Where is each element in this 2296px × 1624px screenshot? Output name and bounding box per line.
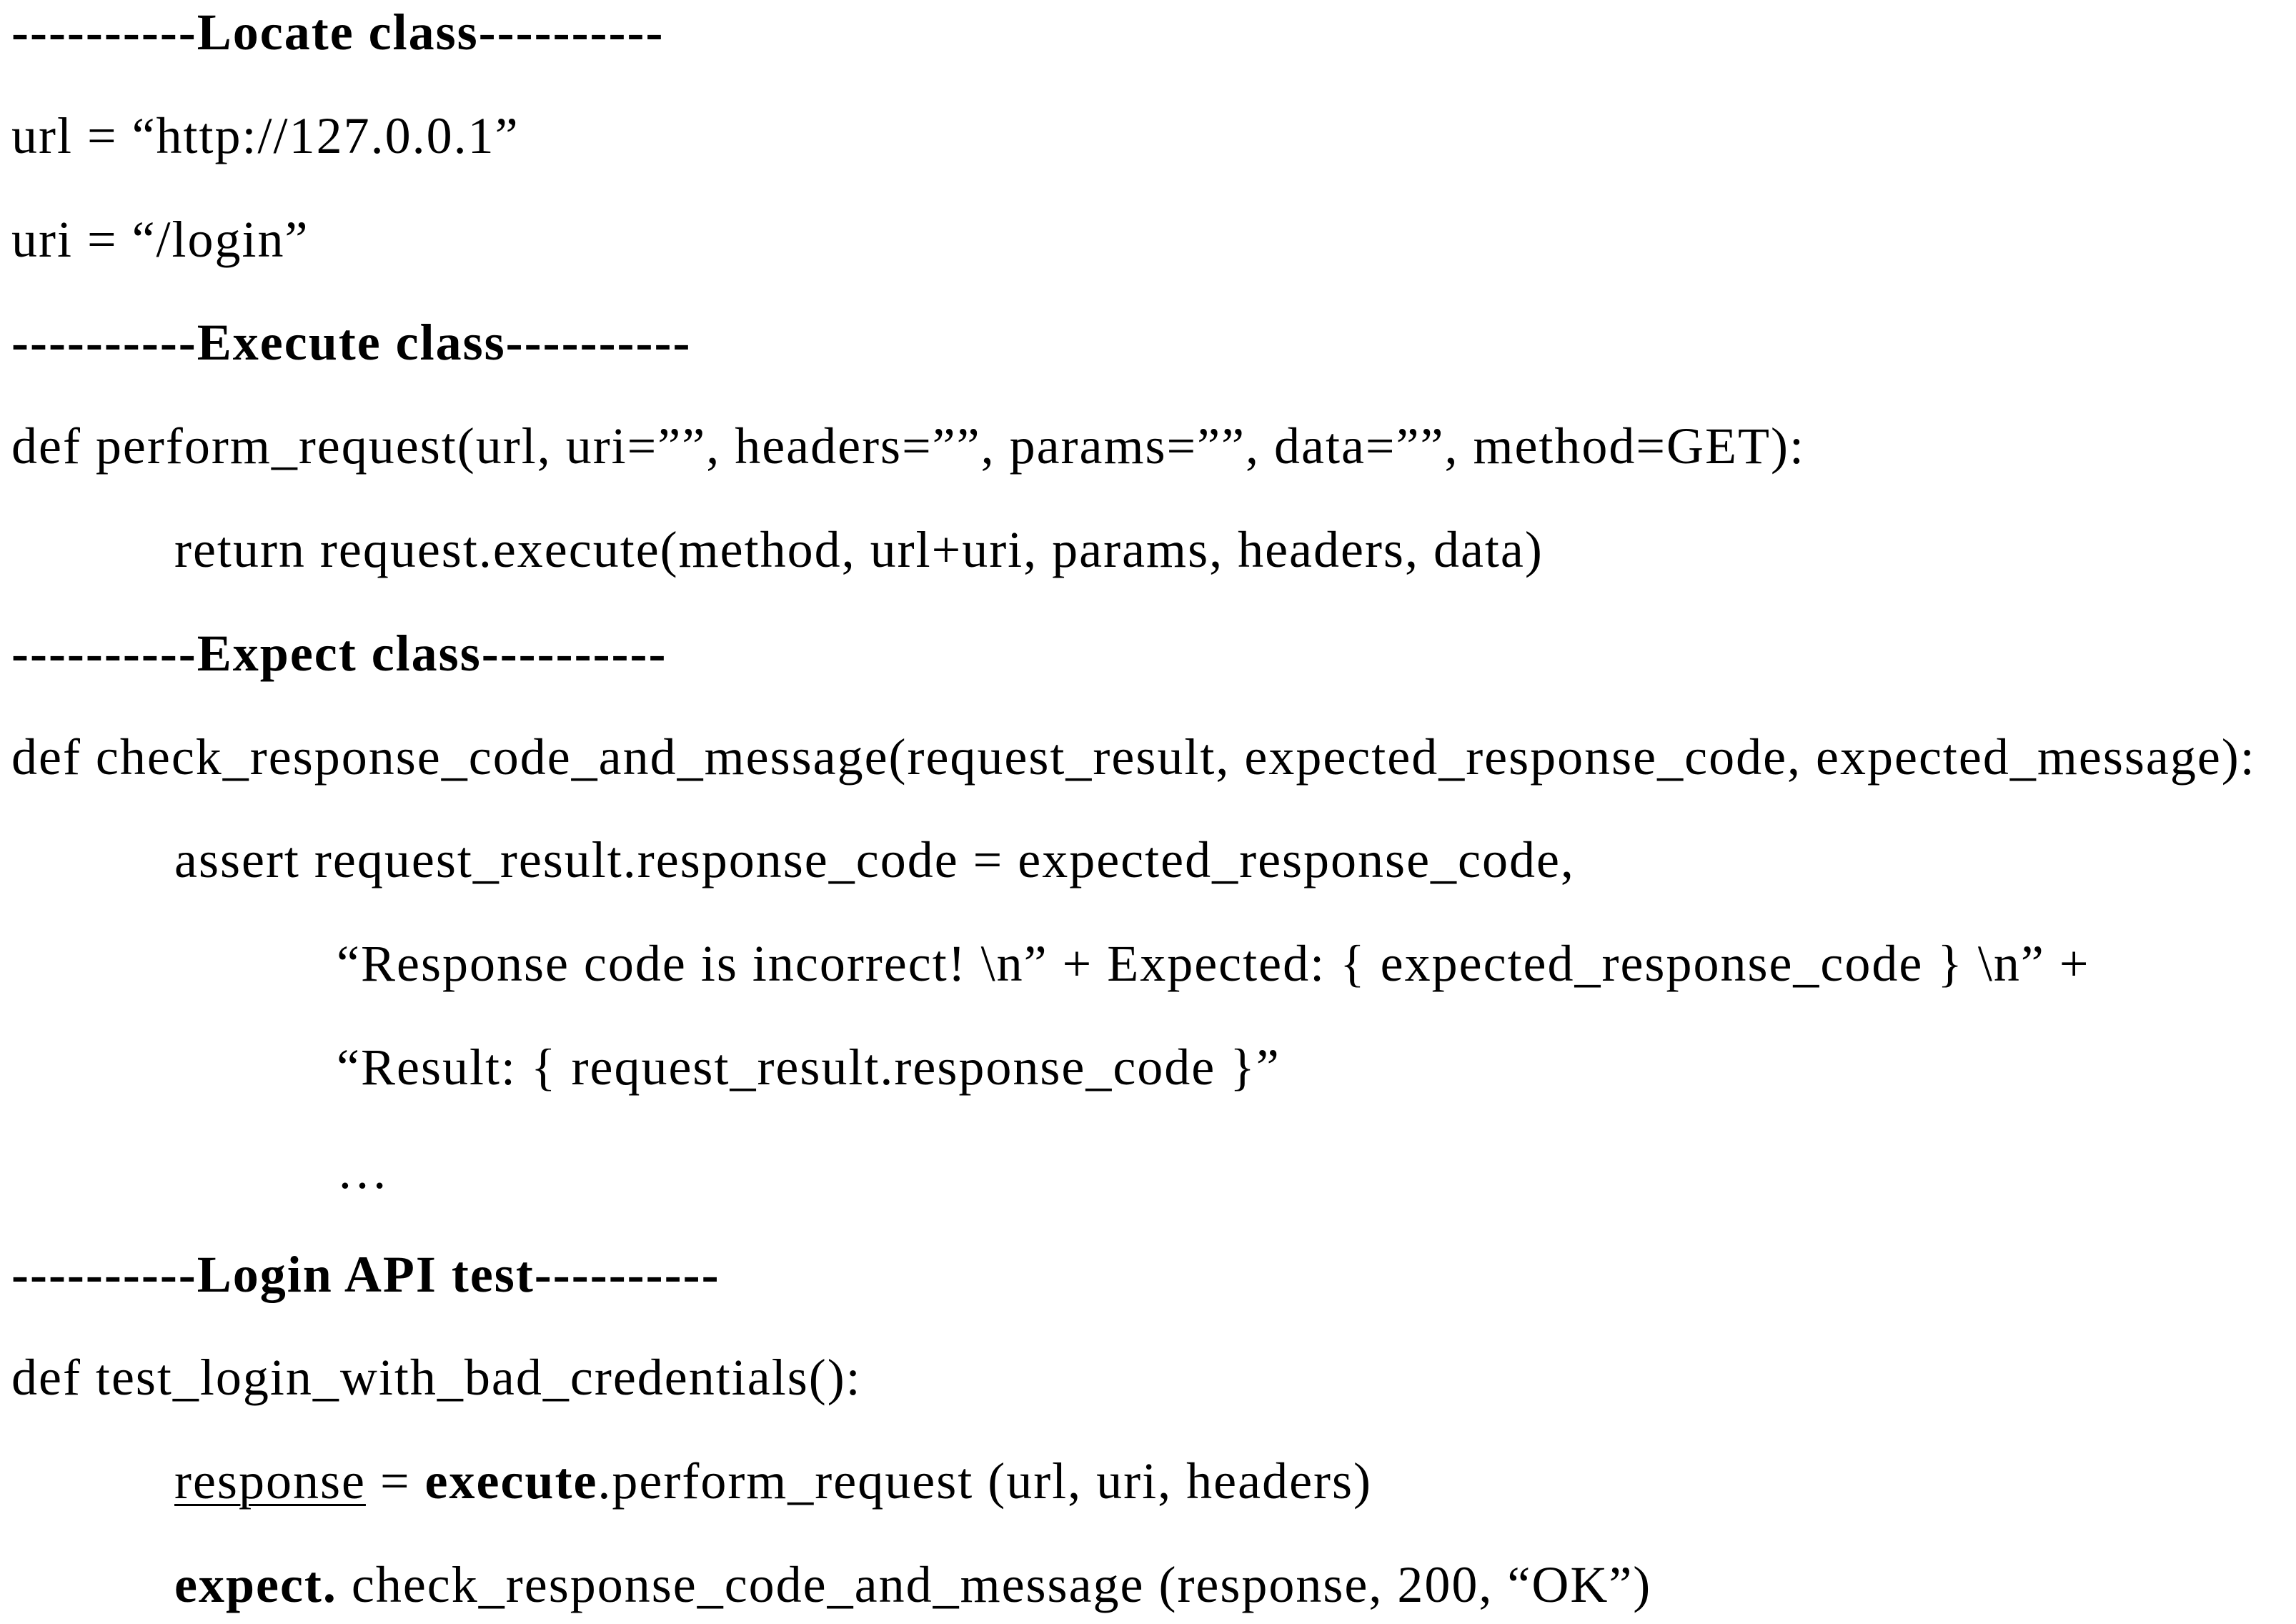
assert-message-line-1: “Response code is incorrect! \n” + Expected: { expected_response_code } \n” + [337, 935, 2090, 993]
ellipsis-line: … [337, 1142, 389, 1199]
url-assignment-line: url = “http://127.0.0.1” [11, 107, 520, 164]
expect-class-heading: ----------Expect class---------- [11, 624, 667, 682]
test-login-definition: def test_login_with_bad_credentials(): [11, 1349, 862, 1407]
assignment-operator: = [365, 1452, 425, 1510]
execute-module-name: execute [424, 1452, 598, 1510]
execute-class-heading: ----------Execute class---------- [11, 314, 692, 372]
login-api-test-heading: ----------Login API test---------- [11, 1245, 720, 1303]
perform-request-call: .perform_request (url, uri, headers) [597, 1452, 1372, 1510]
expect-call-line [0, 1553, 2296, 1617]
expect-module-name: expect. [174, 1555, 337, 1613]
assert-message-line-2: “Result: { request_result.response_code }” [337, 1038, 1281, 1096]
perform-request-definition: def perform_request(url, uri=””, headers=””, params=””, data=””, method=GET): [11, 417, 1805, 475]
check-response-call: check_response_code_and_message (response, 200, “OK”) [337, 1555, 1652, 1613]
perform-request-return-line: return request.execute(method, url+uri, params, headers, data) [174, 520, 1544, 578]
uri-assignment-line: uri = “/login” [11, 210, 309, 268]
response-variable: response [174, 1452, 366, 1510]
locate-class-heading: ----------Locate class---------- [11, 4, 665, 61]
check-response-definition: def check_response_code_and_message(request_result, expected_response_code, expected_message): [11, 728, 2256, 786]
perform-request-call-line [0, 1449, 2296, 1513]
assert-line: assert request_result.response_code = expected_response_code, [174, 831, 1575, 889]
